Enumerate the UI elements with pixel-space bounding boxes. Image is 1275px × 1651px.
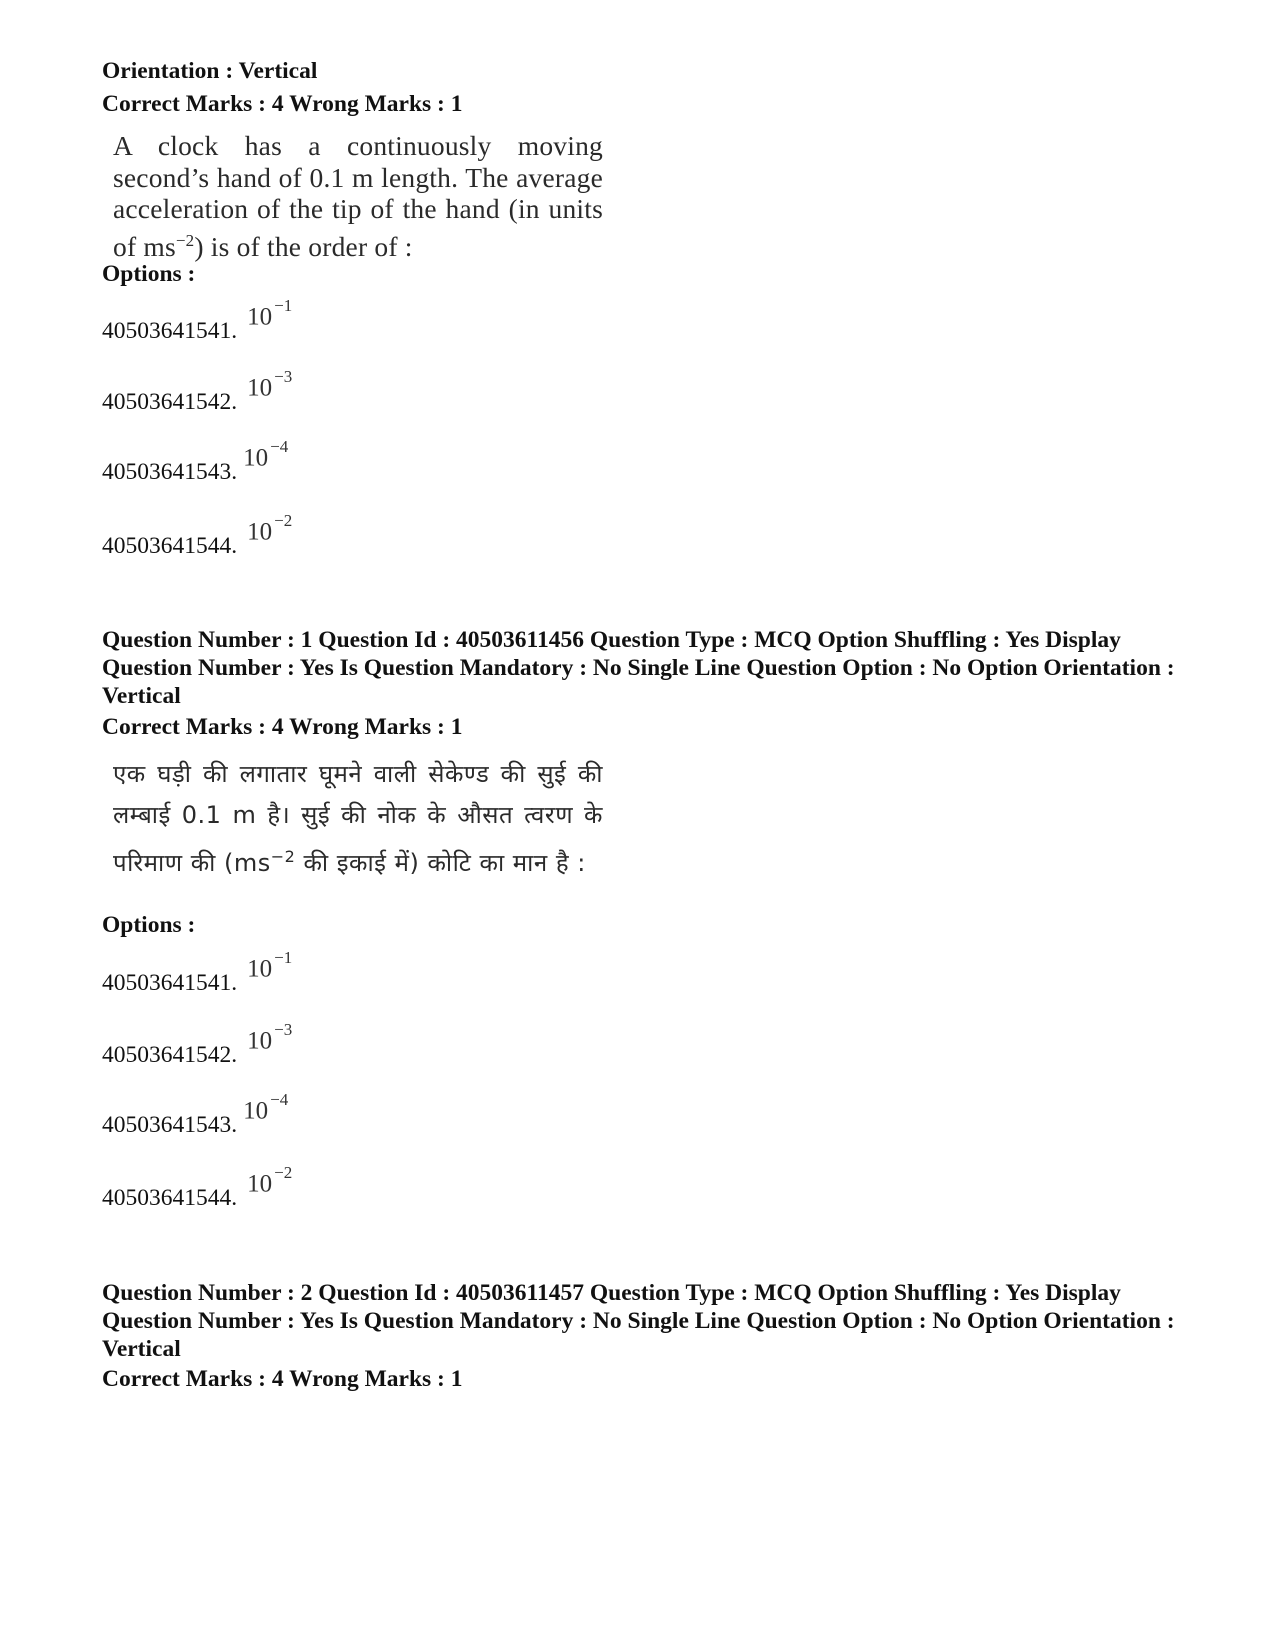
- option-item[interactable]: [102, 1090, 289, 1139]
- option-id: 40503641542.: [102, 1042, 238, 1069]
- option-item[interactable]: [102, 437, 289, 486]
- option-item[interactable]: [102, 511, 293, 560]
- option-id: 40503641541.: [102, 318, 238, 345]
- option-id: 40503641544.: [102, 533, 238, 560]
- option-id: 40503641541.: [102, 970, 238, 997]
- question-tail: ) is of the order of :: [194, 230, 413, 262]
- option-id: 40503641543.: [102, 459, 238, 486]
- option-value: 10 $^{-3}$: [247, 367, 293, 402]
- question-text: [113, 754, 603, 884]
- question-text: [113, 130, 603, 262]
- question-marks: Correct Marks : 4 Wrong Marks : 1: [102, 1366, 463, 1392]
- question-exponent: −2: [175, 230, 195, 250]
- option-value: 10 $^{-4}$: [243, 437, 289, 472]
- option-item[interactable]: [102, 948, 293, 997]
- question-header: Question Number : 2 Question Id : 40503611457 Question Type : MCQ Option Shuffling : Yes Display Question Number : Yes Is Question Mandatory : No Single Line Question Option : No Option Orientation : Vertical: [102, 1280, 1175, 1362]
- option-value: 10 $^{-3}$: [247, 1020, 293, 1055]
- question-body: एक घड़ी की लगातार घूमने वाली सेकेण्ड की सुई की लम्बाई 0.1 m है। सुई की नोक के औसत त्वरण के परिमाण की (ms: [113, 760, 603, 877]
- option-item[interactable]: [102, 1020, 293, 1069]
- option-item[interactable]: [102, 367, 293, 416]
- question-orientation: Orientation : Vertical: [102, 58, 318, 84]
- question-body: A clock has a continuously moving second’s hand of 0.1 m length. The average acceleration of the tip of the hand (in units of ms: [113, 130, 603, 262]
- option-value: 10 $^{-2}$: [247, 1163, 293, 1198]
- question-tail: की इकाई में) कोटि का मान है :: [295, 849, 586, 877]
- option-id: 40503641542.: [102, 389, 238, 416]
- option-value: 10 $^{-4}$: [243, 1090, 289, 1125]
- options-label: Options :: [102, 912, 196, 938]
- question-header: Question Number : 1 Question Id : 40503611456 Question Type : MCQ Option Shuffling : Yes Display Question Number : Yes Is Question Mandatory : No Single Line Question Option : No Option Orientation : Vertical: [102, 627, 1175, 709]
- option-value: 10 $^{-1}$: [247, 948, 293, 983]
- option-value: 10 $^{-1}$: [247, 296, 293, 331]
- question-marks: Correct Marks : 4 Wrong Marks : 1: [102, 91, 463, 117]
- option-value: 10 $^{-2}$: [247, 511, 293, 546]
- option-id: 40503641543.: [102, 1112, 238, 1139]
- option-id: 40503641544.: [102, 1185, 238, 1212]
- option-item[interactable]: [102, 296, 293, 345]
- option-item[interactable]: [102, 1163, 293, 1212]
- options-label: Options :: [102, 261, 196, 287]
- question-exponent: −2: [270, 847, 296, 866]
- question-marks: Correct Marks : 4 Wrong Marks : 1: [102, 714, 463, 740]
